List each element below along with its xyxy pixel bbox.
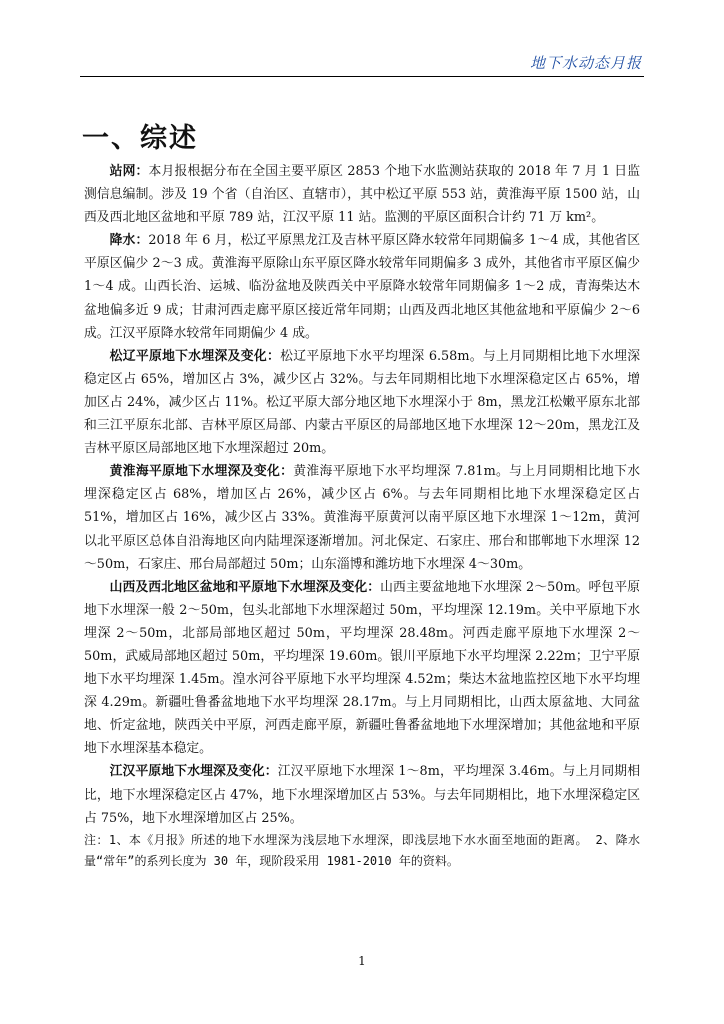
paragraph-shanxi-northwest xyxy=(84,576,640,761)
paragraph-text: 本月报根据分布在全国主要平原区 2853 个地下水监测站获取的 2018 年 7 月 1 日监测信息编制。涉及 19 个省（自治区、直辖市），其中松辽平原 553 站，黄淮海平原 1500 站，山西及西北地区盆地和平原 789 站，江汉平原 11 站。监测的平原区面积合计约 71 万 km²。 xyxy=(84,164,641,226)
page-header xyxy=(80,50,644,77)
paragraph-text: 黄淮海平原地下水平均埋深 7.81m。与上月同期相比地下水埋深稳定区占 68%，增加区占 26%，减少区占 6%。与去年同期相比地下水埋深稳定区占 51%，增加区占 16%，减少区占 33%。黄淮海平原黄河以南平原区地下水埋深 1～12m，黄河以北平原区总体自沿海地区向内陆埋深逐渐增加。河北保定、石家庄、邢台和邯郸地下水埋深 12～50m，石家庄、邢台局部超过 50m；山东淄博和潍坊地下水埋深 4～30m。 xyxy=(84,464,641,572)
paragraph-lead: 黄淮海平原地下水埋深及变化： xyxy=(109,464,294,480)
footnote: 注：1、本《月报》所述的地下水埋深为浅层地下水埋深，即浅层地下水水面至地面的距离。 2、降水量“常年”的系列长度为 30 年，现阶段采用 1981-2010 年的资料。 xyxy=(84,832,640,868)
paragraph-lead: 站网： xyxy=(109,164,149,179)
header-title: 地下水动态月报 xyxy=(529,54,642,72)
paragraph-precipitation xyxy=(84,229,640,344)
paragraph-songliao-plain xyxy=(84,345,640,460)
paragraph-text: 2018 年 6 月，松辽平原黑龙江及吉林平原区降水较常年同期偏多 1～4 成，其他省区平原区偏少 2～3 成。黄淮海平原除山东平原区降水较常年同期偏多 3 成外，其他省市平原区偏少 1～4 成。山西长治、运城、临汾盆地及陕西关中平原降水较常年同期偏多 1～2 成，青海柴达木盆地偏多近 9 成；甘肃河西走廊平原区接近常年同期；山西及西北地区其他盆地和平原偏少 2～6 成。江汉平原降水较常年同期偏少 4 成。 xyxy=(84,233,640,341)
document-body xyxy=(84,160,640,872)
section-title: 一、综述 xyxy=(82,123,198,154)
paragraph-jianghan-plain xyxy=(84,760,640,829)
paragraph-text: 松辽平原地下水平均埋深 6.58m。与上月同期相比地下水埋深稳定区占 65%，增加区占 3%，减少区占 32%。与去年同期相比地下水埋深稳定区占 65%，增加区占 24%，减少区占 11%。松辽平原大部分地区地下水埋深小于 8m，黑龙江松嫩平原东北部和三江平原东北部、吉林平原区局部、内蒙古平原区的局部地区地下水埋深 12～20m，黑龙江及吉林平原区局部地区地下水埋深超过 20m。 xyxy=(84,348,640,457)
paragraph-huanghuaihai-plain xyxy=(84,460,640,575)
paragraph-text: 江汉平原地下水埋深 1～8m，平均埋深 3.46m。与上月同期相比，地下水埋深稳定区占 47%，地下水埋深增加区占 53%。与去年同期相比，地下水埋深稳定区占 75%，地下水埋深增加区占 25%。 xyxy=(84,764,640,826)
paragraph-lead: 松辽平原地下水埋深及变化： xyxy=(109,348,281,364)
paragraph-lead: 降水： xyxy=(109,233,149,249)
paragraph-lead: 江汉平原地下水埋深及变化： xyxy=(109,764,278,780)
paragraph-lead: 山西及西北地区盆地和平原地下水埋深及变化： xyxy=(109,579,381,595)
paragraph-text: 山西主要盆地地下水埋深 2～50m。呼包平原地下水埋深一般 2～50m，包头北部地下水埋深超过 50m，平均埋深 12.19m。关中平原地下水埋深 2～50m，北部局部地区超过 50m，平均埋深 28.48m。河西走廊平原地下水埋深 2～50m，武威局部地区超过 50m，平均埋深 19.60m。银川平原地下水平均埋深 2.22m；卫宁平原地下水平均埋深 1.45m。湟水河谷平原地下水平均埋深 4.52m；柴达木盆地监控区地下水平均埋深 4.29m。新疆吐鲁番盆地地下水平均埋深 28.17m。与上月同期相比，山西太原盆地、大同盆地、忻定盆地，陕西关中平原，河西走廊平原，新疆吐鲁番盆地地下水埋深增加；其他盆地和平原地下水埋深基本稳定。 xyxy=(84,579,641,757)
page-number: 1 xyxy=(358,954,366,968)
paragraph-station-network xyxy=(84,160,640,229)
